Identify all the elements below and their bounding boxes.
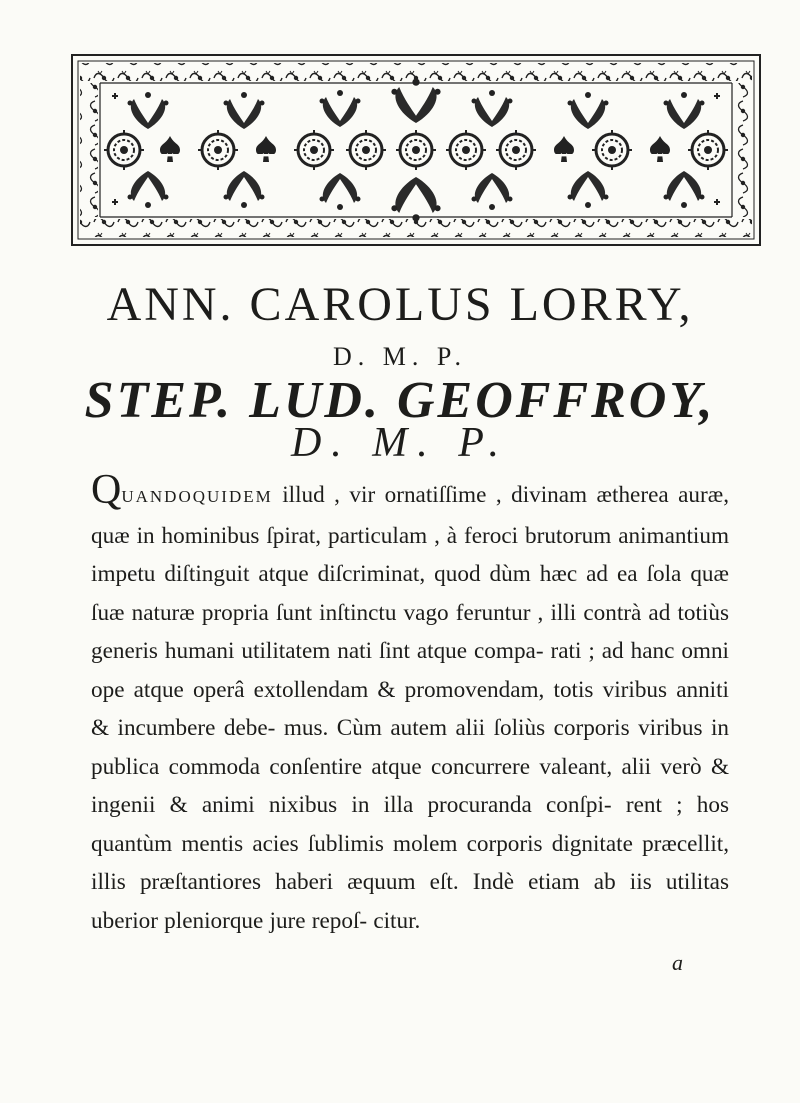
drop-cap: Q — [91, 467, 122, 513]
opening-word: UANDOQUIDEM — [121, 487, 273, 506]
ornamental-headpiece — [68, 51, 764, 249]
body-paragraph — [91, 467, 729, 940]
heading-name-2: STEP. LUD. GEOFFROY, — [84, 372, 716, 429]
heading-degree-2: D. M. P. — [290, 420, 510, 466]
catchword: a — [672, 950, 683, 975]
heading-name-1: ANN. CAROLUS LORRY, — [106, 278, 694, 331]
heading-degree-1: D. M. P. — [333, 342, 467, 371]
paragraph-text: illud , vir ornatiſſime , divinam ætherea auræ, quæ in hominibus ſpirat, particulam , à feroci brutorum animantium impetu diſtinguit atque diſcriminat, quod dùm hæc ad ea ſola quæ ſuæ naturæ propria ſunt inſtinctu vago feruntur , illi contrà ad totiùs generis humani utilitatem nati ſint atque compa- rati ; ad hanc omni ope atque operâ extollendam & promovendam, totis viribus anniti & incumbere debe- mus. Cùm autem alii ſoliùs corporis viribus in publica commoda conſentire atque concurrere valeant, alii verò & ingenii & animi nixibus in illa procuranda conſpi- rent ; hos quantùm mentis acies ſublimis molem corporis dignitate præcellit, illis præſtantiores haberi æquum eſt. Indè etiam ab iis utilitas uberior pleniorque jure repoſ- citur. — [91, 482, 729, 934]
